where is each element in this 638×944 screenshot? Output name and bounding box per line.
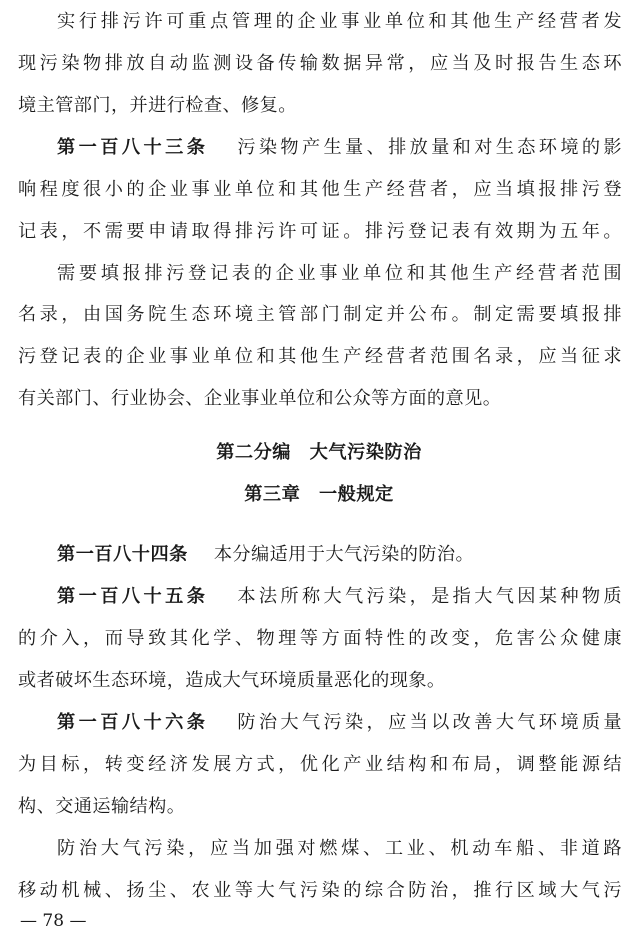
text-line: 需要填报排污登记表的企业事业单位和其他生产经营者范围	[57, 263, 622, 284]
text-line: 有关部门、行业协会、企业事业单位和公众等方面的意见。	[18, 388, 502, 409]
text-line: 记表，不需要申请取得排污许可证。排污登记表有效期为五年。	[18, 221, 622, 242]
text-line: 境主管部门，并进行检查、修复。	[18, 95, 297, 116]
text-line: 现污染物排放自动监测设备传输数据异常，应当及时报告生态环	[18, 53, 622, 74]
part-heading: 第二分编 大气污染防治	[216, 442, 422, 463]
text-line: 响程度很小的企业事业单位和其他生产经营者，应当填报排污登	[18, 179, 622, 200]
article-number: 第一百八十三条	[57, 137, 209, 158]
article-184-line	[57, 540, 622, 570]
article-185-line	[57, 582, 622, 612]
article-text: 本分编适用于大气污染的防治。	[213, 544, 475, 565]
article-text: 防治大气污染，应当以改善大气环境质量	[234, 712, 622, 733]
page-number: — 78 —	[20, 911, 87, 931]
text-line: 构、交通运输结构。	[18, 796, 186, 817]
text-line: 的介入，而导致其化学、物理等方面特性的改变，危害公众健康	[18, 628, 622, 649]
text-line: 名录，由国务院生态环境主管部门制定并公布。制定需要填报排	[18, 304, 622, 325]
text-line: 移动机械、扬尘、农业等大气污染的综合防治，推行区域大气污	[18, 880, 622, 901]
text-line: 防治大气污染，应当加强对燃煤、工业、机动车船、非道路	[57, 838, 622, 859]
text-line: 实行排污许可重点管理的企业事业单位和其他生产经营者发	[57, 11, 622, 32]
article-text: 本法所称大气污染，是指大气因某种物质	[234, 586, 622, 607]
article-183-line	[57, 133, 622, 163]
article-number: 第一百八十五条	[57, 586, 209, 607]
article-number: 第一百八十四条	[57, 544, 188, 565]
article-186-line	[57, 708, 622, 738]
chapter-heading: 第三章 一般规定	[244, 484, 394, 505]
article-text: 污染物产生量、排放量和对生态环境的影	[234, 137, 622, 158]
text-line: 为目标，转变经济发展方式，优化产业结构和布局，调整能源结	[18, 754, 622, 775]
text-line: 污登记表的企业事业单位和其他生产经营者范围名录，应当征求	[18, 346, 622, 367]
text-line: 或者破坏生态环境，造成大气环境质量恶化的现象。	[18, 670, 446, 691]
article-number: 第一百八十六条	[57, 712, 209, 733]
